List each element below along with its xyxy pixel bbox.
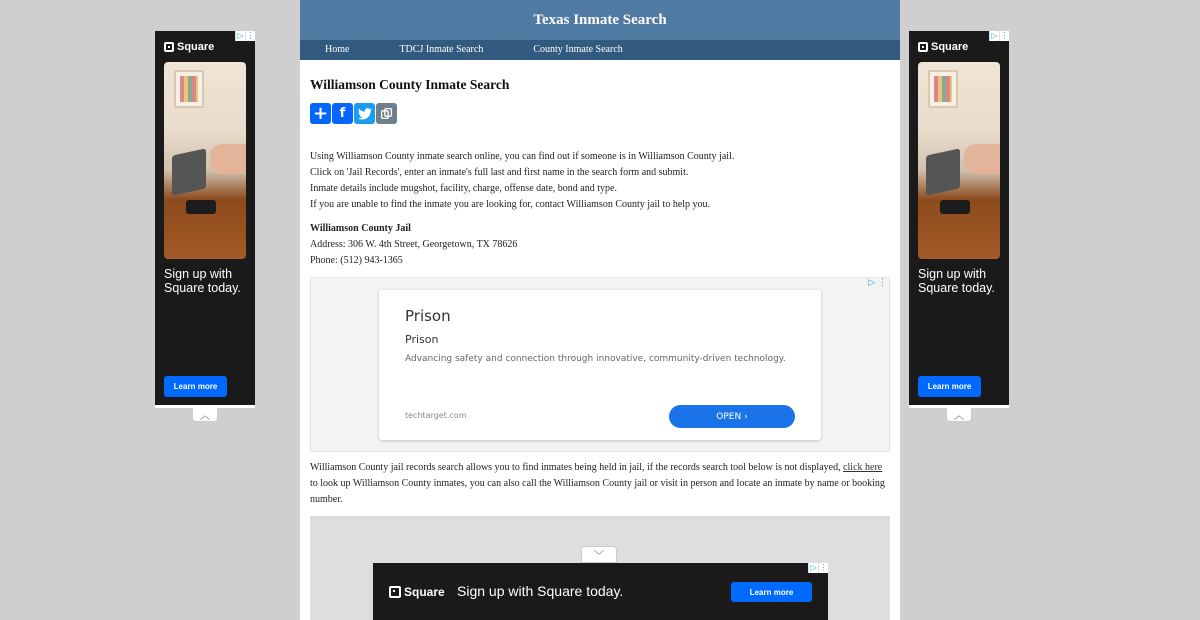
copy-link-icon[interactable] <box>376 103 397 124</box>
site-title: Texas Inmate Search <box>300 0 900 40</box>
jail-phone: Phone: (512) 943-1365 <box>310 255 403 266</box>
nav-tdcj-inmate-search[interactable]: TDCJ Inmate Search <box>399 44 484 55</box>
ad-photo <box>918 62 1000 259</box>
chevron-up-icon[interactable]: ︿ <box>192 408 218 422</box>
square-logo-icon <box>918 42 928 52</box>
square-logo-icon <box>164 42 174 52</box>
jail-address: Address: 306 W. 4th Street, Georgetown, TX 78626 <box>310 239 518 250</box>
ad-menu-icon[interactable]: ⋮ <box>819 563 828 572</box>
chevron-down-icon[interactable]: ﹀ <box>581 546 617 563</box>
square-logo: Square <box>389 585 445 599</box>
click-here-link[interactable]: click here <box>843 462 883 473</box>
intro-line: Click on 'Jail Records', enter an inmate's full last and first name in the search form and submit. <box>310 167 689 178</box>
chevron-right-icon: › <box>744 411 748 422</box>
jail-info <box>310 221 890 269</box>
square-logo: Square <box>164 41 214 53</box>
ad-card[interactable] <box>379 290 821 440</box>
learn-more-button[interactable]: Learn more <box>164 376 227 397</box>
ad-choices-icon[interactable]: ▷ <box>235 31 245 41</box>
learn-more-button[interactable]: Learn more <box>918 376 981 397</box>
ad-choices-badge[interactable] <box>235 31 255 41</box>
ad-domain: techtarget.com <box>405 411 467 420</box>
ad-headline[interactable]: Prison <box>405 307 451 325</box>
bottom-anchor-ad[interactable] <box>373 563 828 620</box>
records-text: Williamson County jail records search allows you to find inmates being held in jail, if the records search tool below is not displayed, click here to look up Williamson County inmates, you can also call the Williamson County jail or visit in person and locate an inmate by name or booking number. <box>310 462 885 505</box>
ad-photo <box>164 62 246 259</box>
nav-home[interactable]: Home <box>325 44 350 55</box>
ad-choices-icon[interactable]: ▷ ⋮ <box>868 278 887 288</box>
open-button[interactable]: OPEN › <box>669 405 795 428</box>
ad-choices-icon[interactable]: ▷ <box>808 563 818 573</box>
intro-line: Inmate details include mugshot, facility, charge, offense date, bond and type. <box>310 183 617 194</box>
learn-more-button[interactable]: Learn more <box>731 582 812 602</box>
content <box>300 77 900 620</box>
ad-tagline: Sign up with Square today. <box>164 267 241 295</box>
nav-county-inmate-search[interactable]: County Inmate Search <box>533 44 623 55</box>
ad-choices-badge[interactable] <box>808 563 828 573</box>
intro-text <box>310 149 890 213</box>
share-buttons <box>310 103 890 124</box>
page-title: Williamson County Inmate Search <box>310 77 510 92</box>
left-side-ad[interactable] <box>155 31 255 408</box>
ad-choices-icon[interactable]: ▷ <box>989 31 999 41</box>
ad-tagline: Sign up with Square today. <box>457 583 624 599</box>
ad-subheadline[interactable]: Prison <box>405 333 439 346</box>
square-logo-icon <box>389 586 401 598</box>
intro-line: Using Williamson County inmate search online, you can find out if someone is in Williamson County jail. <box>310 151 735 162</box>
twitter-icon[interactable] <box>354 103 375 124</box>
page <box>300 0 900 620</box>
nav-bar <box>300 40 900 60</box>
jail-name: Williamson County Jail <box>310 223 411 234</box>
square-logo: Square <box>918 41 968 53</box>
ad-tagline: Sign up with Square today. <box>918 267 995 295</box>
inline-ad[interactable] <box>310 277 890 452</box>
ad-choices-badge[interactable] <box>989 31 1009 41</box>
right-side-ad[interactable] <box>909 31 1009 408</box>
ad-menu-icon[interactable]: ⋮ <box>246 31 255 40</box>
intro-line: If you are unable to find the inmate you are looking for, contact Williamson County jail to help you. <box>310 199 711 210</box>
add-icon[interactable]: + <box>310 103 331 124</box>
ad-description: Advancing safety and connection through innovative, community-driven technology. <box>405 354 786 364</box>
ad-menu-icon[interactable]: ⋮ <box>1000 31 1009 40</box>
chevron-up-icon[interactable]: ︿ <box>946 408 972 422</box>
facebook-icon[interactable]: f <box>332 103 353 124</box>
